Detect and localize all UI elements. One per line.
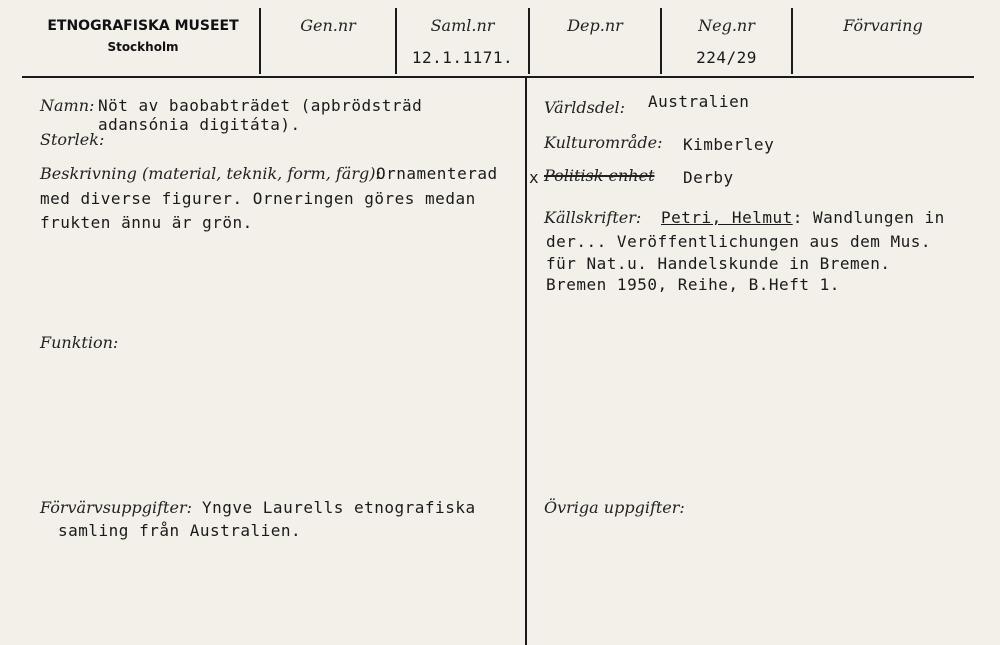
namn-value-line1: Nöt av baobabträdet (apbrödsträd <box>98 96 423 115</box>
varldsdel-value: Australien <box>648 92 750 111</box>
kultur-label: Kulturområde: <box>544 133 663 152</box>
beskrivning-line2: med diverse figurer. Orneringen göres medan <box>40 189 476 208</box>
kallskrifter-line1 <box>661 208 945 227</box>
namn-label: Namn: <box>40 96 95 115</box>
politisk-enhet-label: Politisk enhet <box>544 166 655 185</box>
ovriga-label: Övriga uppgifter: <box>544 498 685 517</box>
kallskrifter-line1-rest: : Wandlungen in <box>792 208 945 227</box>
museum-name: ETNOGRAFISKA MUSEET <box>47 18 239 34</box>
beskrivning-line1: Ornamenterad <box>376 164 498 183</box>
kallskrifter-line4: Bremen 1950, Reihe, B.Heft 1. <box>546 275 840 294</box>
x-mark: x <box>529 168 540 187</box>
funktion-label: Funktion: <box>40 333 119 352</box>
kallskrifter-line3: für Nat.u. Handelskunde in Bremen. <box>546 254 891 273</box>
gen-nr-label: Gen.nr <box>300 16 356 35</box>
neg-nr-value: 224/29 <box>696 48 757 67</box>
saml-nr-label: Saml.nr <box>430 16 495 35</box>
dep-nr-label: Dep.nr <box>567 16 623 35</box>
forvarv-line2: samling från Australien. <box>58 521 302 540</box>
kultur-value: Kimberley <box>683 135 775 154</box>
header-rule <box>22 76 974 78</box>
beskrivning-label: Beskrivning (material, teknik, form, färg): <box>40 164 381 183</box>
politisk-enhet-value: Derby <box>683 168 734 187</box>
neg-nr-label: Neg.nr <box>698 16 755 35</box>
storlek-label: Storlek: <box>40 130 105 149</box>
namn-value-line2: adansónia digitáta). <box>98 115 301 134</box>
saml-nr-value: 12.1.1171. <box>411 48 514 67</box>
kallskrifter-author: Petri, Helmut <box>661 208 793 227</box>
kallskrifter-line2: der... Veröffentlichungen aus dem Mus. <box>546 232 932 251</box>
column-divider <box>525 78 527 645</box>
forvaring-label: Förvaring <box>843 16 923 35</box>
museum-city: Stockholm <box>107 40 179 54</box>
forvarv-label: Förvärvsuppgifter: <box>40 498 192 517</box>
forvarv-line1: Yngve Laurells etnografiska <box>202 498 476 517</box>
beskrivning-line3: frukten ännu är grön. <box>40 213 253 232</box>
kallskrifter-label: Källskrifter: <box>544 208 642 227</box>
varldsdel-label: Världsdel: <box>544 98 626 117</box>
